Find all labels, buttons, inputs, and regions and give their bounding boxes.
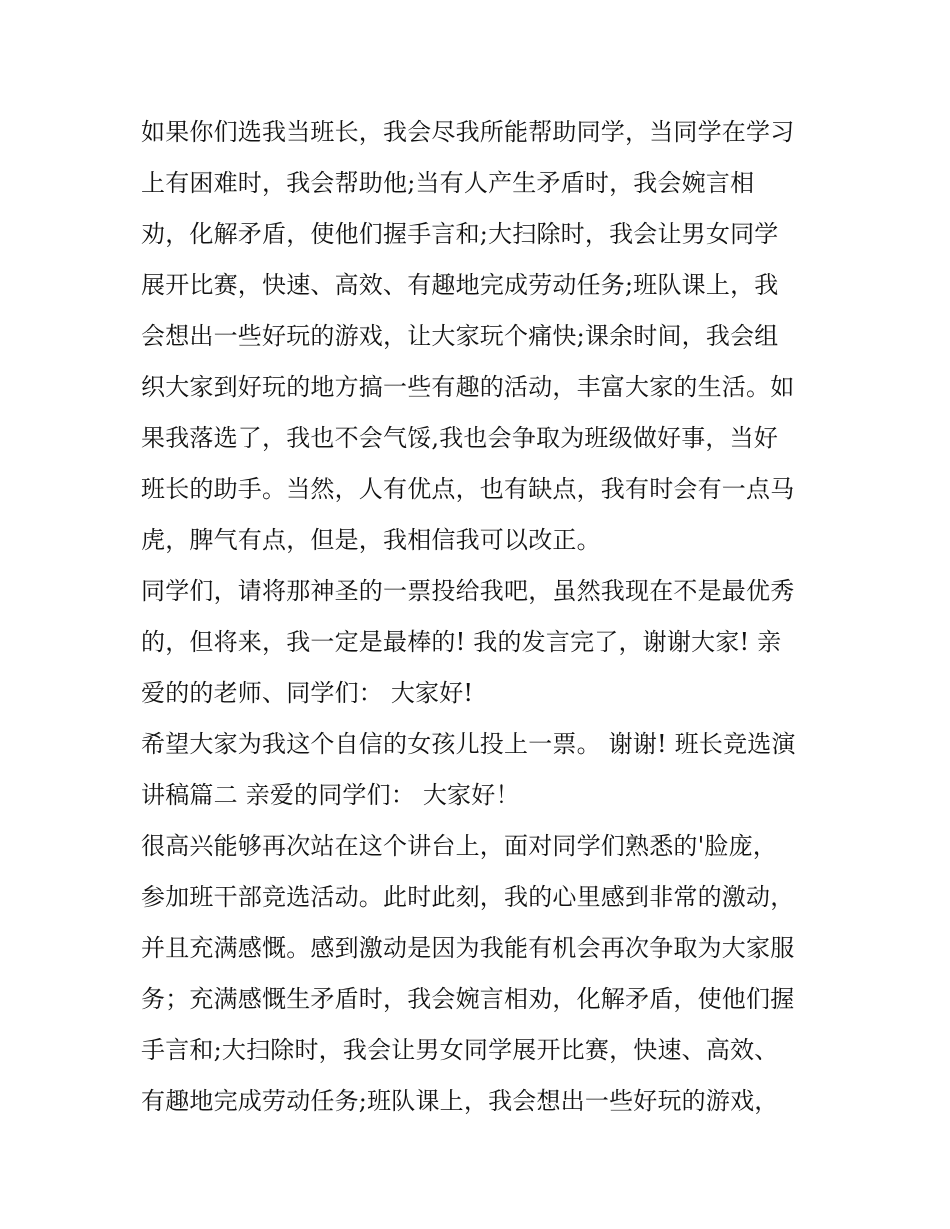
- text-line: 展开比赛，快速、高效、有趣地完成劳动任务;班队课上，我: [141, 271, 779, 299]
- text-line: 有趣地完成劳动任务;班队课上，我会想出一些好玩的游戏，: [141, 1087, 779, 1115]
- text-line: 希望大家为我这个自信的女孩儿投上一票。 谢谢! 班长竞选演: [141, 730, 796, 758]
- text-line: 爱的的老师、同学们： 大家好!: [141, 679, 474, 707]
- text-line: 果我落选了，我也不会气馁,我也会争取为班级做好事，当好: [141, 424, 779, 452]
- text-line: 参加班干部竞选活动。此时此刻，我的心里感到非常的激动，: [141, 883, 795, 911]
- text-line: 很高兴能够再次站在这个讲台上，面对同学们熟悉的'脸庞，: [141, 832, 777, 860]
- text-line: 织大家到好玩的地方搞一些有趣的活动，丰富大家的生活。如: [141, 373, 795, 401]
- text-line: 上有困难时，我会帮助他;当有人产生矛盾时，我会婉言相: [141, 169, 755, 197]
- text-line: 同学们，请将那神圣的一票投给我吧，虽然我现在不是最优秀: [141, 577, 795, 605]
- text-line: 会想出一些好玩的游戏，让大家玩个痛快;课余时间，我会组: [141, 322, 779, 350]
- text-line: 如果你们选我当班长，我会尽我所能帮助同学，当同学在学习: [141, 118, 795, 146]
- text-line: 务；充满感慨生矛盾时，我会婉言相劝，化解矛盾，使他们握: [141, 985, 795, 1013]
- text-line: 虎，脾气有点，但是，我相信我可以改正。: [141, 526, 601, 554]
- document-body: [141, 107, 821, 1127]
- text-line: 的，但将来，我一定是最棒的! 我的发言完了，谢谢大家! 亲: [141, 628, 782, 656]
- text-line: 并且充满感慨。感到激动是因为我能有机会再次争取为大家服: [141, 934, 795, 962]
- text-line: 手言和;大扫除时，我会让男女同学展开比赛，快速、高效、: [141, 1036, 779, 1064]
- text-line: 讲稿篇二 亲爱的同学们： 大家好！: [141, 781, 520, 809]
- text-line: 劝，化解矛盾，使他们握手言和;大扫除时，我会让男女同学: [141, 220, 779, 248]
- text-line: 班长的助手。当然，人有优点，也有缺点，我有时会有一点马: [141, 475, 795, 503]
